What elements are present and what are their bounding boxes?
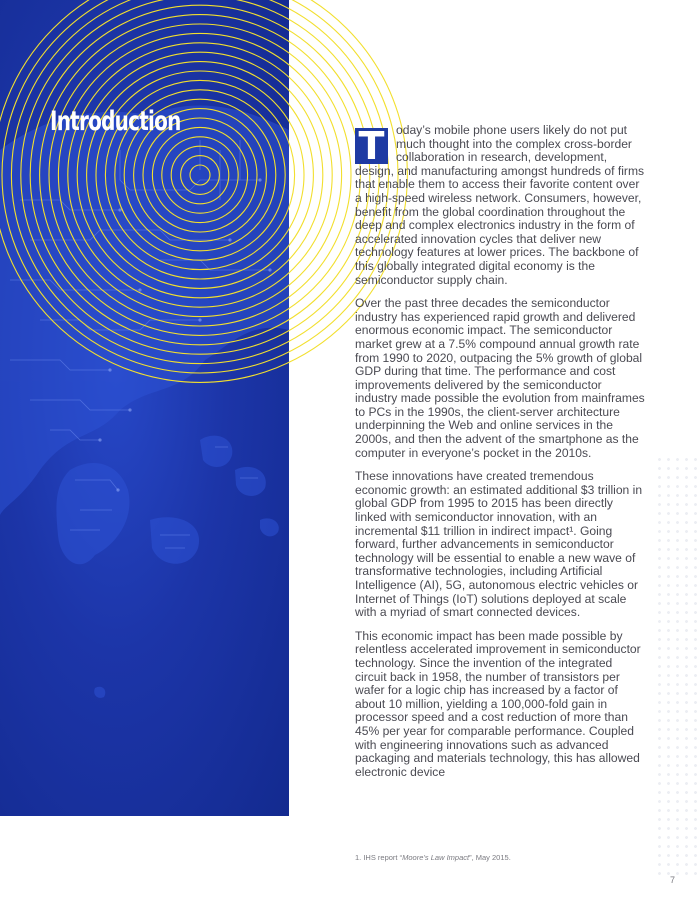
paragraph: This economic impact has been made possible by relentless accelerated improvement in semiconductor technology. Since the invention of the integrated circuit back in 1958, the number of transistors per wafer for a logic chip has increased by a factor of about 10 million, yielding a 100,000-fold gain in processor speed and a cost reduction of more than 45% per year for comparable performance. Coupled with engineering innovations such as advanced packaging and materials technology, this has allowed electronic device <box>355 628 641 779</box>
paragraph: Over the past three decades the semiconductor industry has experienced rapid growth and delivered enormous economic impact. The semiconductor market grew at a 7.5% compound annual growth rate from 1990 to 2020, outpacing the 5% growth of global GDP during that time. The performance and cost improvements delivered by the semiconductor industry made possible the evolution from mainframes to PCs in the 1990s, the client-server architecture underpinning the Web and online services in the 2000s, and then the advent of the smartphone as the computer in everyone’s pocket in the 2010s. <box>355 296 645 460</box>
drop-cap <box>355 124 388 168</box>
dot-pattern <box>655 455 700 875</box>
body-text <box>355 124 647 789</box>
footnote-report-title: Moore’s Law Impact <box>402 853 470 862</box>
drop-cap-letter: T <box>358 124 385 168</box>
continent-shapes <box>0 106 289 698</box>
page-number: 7 <box>670 875 676 885</box>
page-title: Introduction <box>50 106 181 137</box>
paragraph: oday’s mobile phone users likely do not put much thought into the complex cross-border collaboration in research, development, design, and manufacturing amongst hundreds of firms that enable them to access their favorite content over a high-speed wireless network. Consumers, however, benefit from the global coordination throughout the deep and complex electronics industry in the form of accelerated innovation cycles that deliver new technology features at lower prices. The backbone of this globally integrated digital economy is the semiconductor supply chain. <box>355 123 645 287</box>
footnote-suffix: ”, May 2015. <box>469 853 511 862</box>
footnote <box>355 853 511 862</box>
paragraph: These innovations have created tremendous economic growth: an estimated additional $3 trillion in global GDP from 1995 to 2015 has been directly linked with semiconductor innovation, with an incremental $11 trillion in indirect impact¹. Going forward, further advancements in semiconductor technology will be essential to enable a new wave of transformative technologies, including Artificial Intelligence (AI), 5G, autonomous electric vehicles or Internet of Things (IoT) solutions deployed at scale with a myriad of smart connected devices. <box>355 469 643 620</box>
footnote-prefix: 1. IHS report “ <box>355 853 403 862</box>
